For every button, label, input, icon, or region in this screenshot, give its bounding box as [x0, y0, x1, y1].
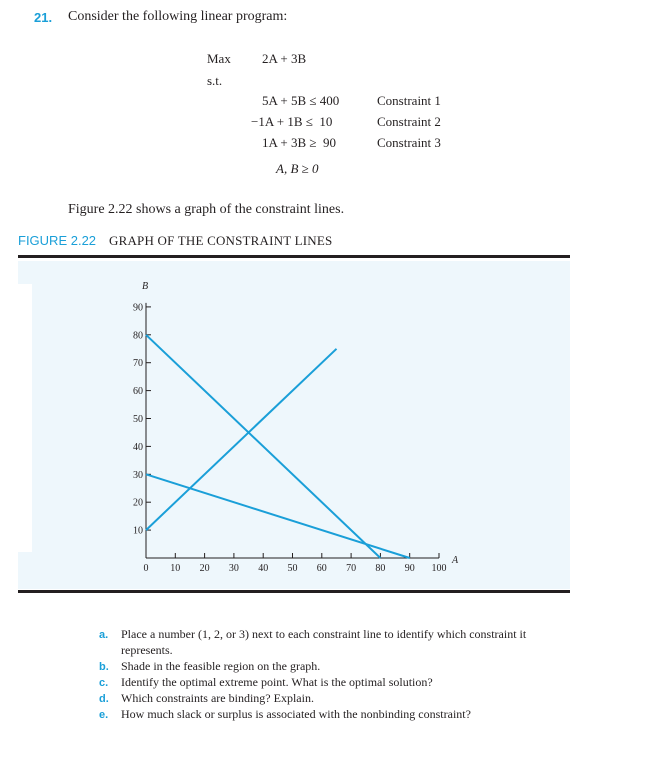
question-a-text: Place a number (1, 2, or 3) next to each constraint line to identify which constraint it: [121, 627, 527, 641]
y-tick-label: 10: [133, 525, 143, 537]
x-tick-label: 40: [258, 563, 269, 574]
problem-intro: Consider the following linear program:: [68, 9, 288, 24]
figure-reference-text: Figure 2.22 shows a graph of the constraint lines.: [68, 202, 345, 217]
x-tick-label: 20: [199, 563, 210, 574]
x-axis-title: A: [452, 555, 459, 566]
constraint-line-1: [146, 335, 380, 558]
constraint-line-3: [146, 474, 410, 558]
constraint-line-2: [146, 349, 337, 530]
question-b-text: Shade in the feasible region on the graph.: [121, 659, 321, 673]
question-e-letter: e.: [99, 709, 109, 721]
x-tick-label: 90: [404, 563, 415, 574]
figure-title: GRAPH OF THE CONSTRAINT LINES: [109, 233, 333, 248]
x-tick-label: 50: [287, 563, 298, 574]
y-tick-label: 80: [133, 330, 143, 342]
question-a-letter: a.: [99, 629, 109, 641]
x-tick-label: 70: [346, 563, 357, 574]
question-e-text: How much slack or surplus is associated with the nonbinding constraint?: [121, 707, 471, 721]
x-tick-label: 100: [431, 563, 447, 574]
x-tick-label: 30: [228, 563, 239, 574]
y-tick-label: 70: [133, 358, 143, 370]
y-tick-label: 60: [133, 386, 143, 398]
y-tick-label: 20: [133, 497, 143, 509]
x-tick-label: 10: [170, 563, 181, 574]
constraint-lines: [146, 335, 410, 558]
constraint-2-expr: −1A + 1B ≤ 10: [251, 114, 333, 129]
y-tick-label: 40: [133, 441, 143, 453]
question-c-text: Identify the optimal extreme point. What is the optimal solution?: [121, 675, 433, 689]
question-a-continued: represents.: [121, 643, 173, 657]
problem-number: 21.: [34, 10, 53, 25]
y-tick-label: 90: [133, 302, 143, 314]
constraint-1-expr: 5A + 5B ≤ 400: [262, 93, 340, 108]
y-tick-label: 30: [133, 469, 143, 481]
figure-label: FIGURE 2.22: [18, 233, 97, 248]
y-axis-title: B: [142, 280, 149, 292]
question-d-text: Which constraints are binding? Explain.: [121, 691, 314, 705]
subject-to-label: s.t.: [207, 73, 223, 88]
x-tick-label: 0: [143, 563, 149, 574]
objective-function: 2A + 3B: [262, 51, 307, 66]
x-tick-label: 60: [316, 563, 327, 574]
question-d-letter: d.: [99, 693, 109, 705]
constraint-3-label: Constraint 3: [377, 135, 441, 150]
axis-ticks: [133, 302, 447, 574]
constraint-2-label: Constraint 2: [377, 114, 441, 129]
x-tick-label: 80: [375, 563, 386, 574]
question-c-letter: c.: [99, 677, 109, 689]
question-b-letter: b.: [99, 661, 109, 673]
constraint-1-label: Constraint 1: [377, 93, 441, 108]
max-label: Max: [207, 51, 231, 66]
y-tick-label: 50: [133, 414, 143, 425]
nonnegativity-constraint: A, B ≥ 0: [276, 161, 319, 176]
constraint-3-expr: 1A + 3B ≥ 90: [262, 135, 337, 150]
